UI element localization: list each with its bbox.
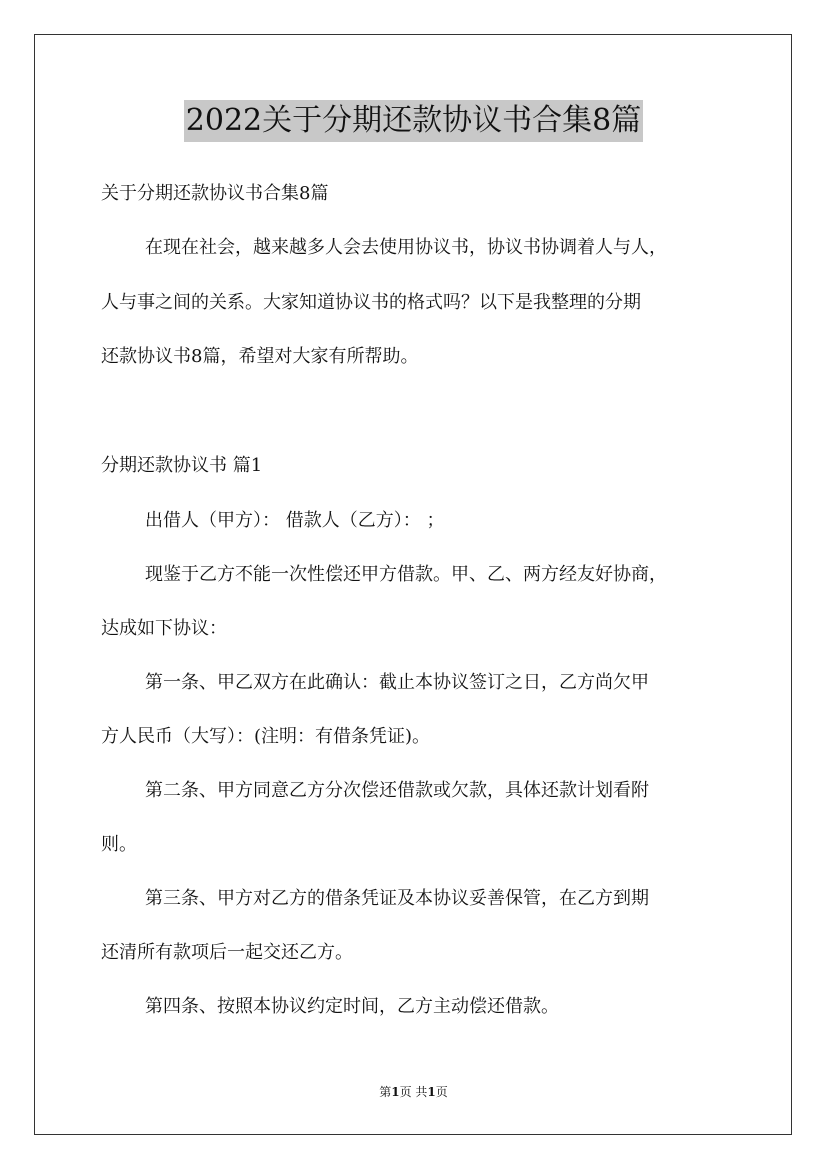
body-line: 第四条、按照本协议约定时间，乙方主动偿还借款。 <box>145 996 559 1017</box>
footer-mid: 页 共 <box>399 1085 428 1099</box>
document-subtitle: 关于分期还款协议书合集8篇 <box>101 183 329 204</box>
intro-line: 人与事之间的关系。大家知道协议书的格式吗？以下是我整理的分期 <box>101 292 641 313</box>
body-line: 出借人（甲方）： 借款人（乙方）： ； <box>145 510 445 531</box>
body-line: 现鉴于乙方不能一次性偿还甲方借款。甲、乙、两方经友好协商， <box>145 564 667 585</box>
body-line: 还清所有款项后一起交还乙方。 <box>101 942 353 963</box>
body-line: 第一条、甲乙双方在此确认：截止本协议签订之日，乙方尚欠甲 <box>145 672 649 693</box>
body-line: 第三条、甲方对乙方的借条凭证及本协议妥善保管，在乙方到期 <box>145 888 649 909</box>
title-container <box>0 100 827 142</box>
footer-page-total: 1 <box>427 1085 436 1099</box>
body-line: 第二条、甲方同意乙方分次偿还借款或欠款，具体还款计划看附 <box>145 780 649 801</box>
section-heading: 分期还款协议书 篇1 <box>101 455 263 476</box>
document-title: 2022关于分期还款协议书合集8篇 <box>184 100 643 142</box>
page-footer <box>0 1083 827 1100</box>
body-line: 方人民币（大写）：(注明：有借条凭证)。 <box>101 726 431 747</box>
footer-page-current: 1 <box>391 1085 400 1099</box>
footer-prefix: 第 <box>379 1085 392 1099</box>
body-line: 则。 <box>101 834 137 855</box>
intro-line: 在现在社会，越来越多人会去使用协议书，协议书协调着人与人， <box>145 237 667 258</box>
intro-line: 还款协议书8篇，希望对大家有所帮助。 <box>101 346 419 367</box>
footer-suffix: 页 <box>435 1085 448 1099</box>
body-line: 达成如下协议： <box>101 618 227 639</box>
